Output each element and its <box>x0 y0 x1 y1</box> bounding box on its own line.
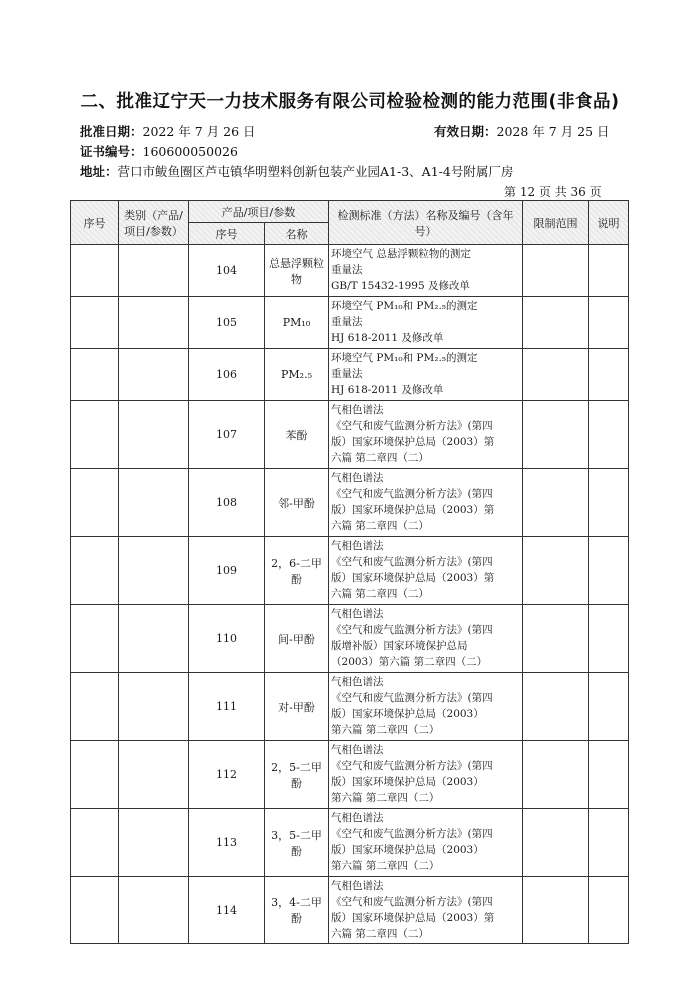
cell-standard <box>329 349 523 401</box>
cell-note <box>589 245 629 297</box>
table-row <box>71 877 629 944</box>
cell-limit <box>523 401 589 469</box>
address <box>80 162 513 180</box>
standard-line: 《空气和废气监测分析方法》(第四 <box>331 488 493 500</box>
table-row <box>71 605 629 673</box>
cell-category <box>119 401 189 469</box>
approval-date-value: 2022 年 7 月 26 日 <box>142 124 256 139</box>
standard-line: （2003）第六篇 第二章四（二） <box>331 656 488 668</box>
cell-category <box>119 537 189 605</box>
cell-note <box>589 349 629 401</box>
certificate-value: 160600050026 <box>142 144 238 159</box>
standard-line: 版）国家环境保护总局（2003） <box>331 776 484 788</box>
cell-item-number: 108 <box>189 469 265 537</box>
cell-category <box>119 605 189 673</box>
cell-category <box>119 297 189 349</box>
cell-seq <box>71 401 119 469</box>
cell-limit <box>523 245 589 297</box>
standard-line: 版增补版）国家环境保护总局 <box>331 640 468 652</box>
cell-note <box>589 741 629 809</box>
standard-line: 《空气和废气监测分析方法》(第四 <box>331 828 493 840</box>
cell-seq <box>71 469 119 537</box>
cell-category <box>119 469 189 537</box>
header-category: 类别（产品/项目/参数） <box>119 201 189 245</box>
cell-standard <box>329 673 523 741</box>
standard-line: 气相色谱法 <box>331 608 384 620</box>
header-standard: 检测标准（方法）名称及编号（含年号） <box>329 201 523 245</box>
standard-line: 版）国家环境保护总局（2003）第 <box>331 504 495 516</box>
valid-date <box>434 122 610 140</box>
standard-line: 气相色谱法 <box>331 540 384 552</box>
cell-seq <box>71 605 119 673</box>
cell-limit <box>523 809 589 877</box>
standard-line: 气相色谱法 <box>331 880 384 892</box>
cell-standard <box>329 741 523 809</box>
cell-standard <box>329 469 523 537</box>
cell-standard <box>329 297 523 349</box>
standard-line: 气相色谱法 <box>331 812 384 824</box>
standard-line: 《空气和废气监测分析方法》(第四 <box>331 896 493 908</box>
cell-item-number: 104 <box>189 245 265 297</box>
cell-seq <box>71 537 119 605</box>
cell-item-number: 112 <box>189 741 265 809</box>
cell-note <box>589 605 629 673</box>
cell-standard <box>329 605 523 673</box>
address-label: 地址： <box>80 164 118 179</box>
page-number: 第 12 页 共 36 页 <box>504 185 602 199</box>
standard-line: 第六篇 第二章四（二） <box>331 792 440 804</box>
cell-limit <box>523 605 589 673</box>
cell-limit <box>523 537 589 605</box>
standard-line: 版）国家环境保护总局（2003）第 <box>331 572 495 584</box>
approval-date <box>80 122 256 140</box>
standard-line: 重量法 <box>331 316 363 328</box>
cell-seq <box>71 245 119 297</box>
cell-item-number: 110 <box>189 605 265 673</box>
header-limit: 限制范围 <box>523 201 589 245</box>
standard-line: 《空气和废气监测分析方法》(第四 <box>331 420 493 432</box>
cell-standard <box>329 809 523 877</box>
cell-standard <box>329 537 523 605</box>
cell-category <box>119 877 189 944</box>
cell-note <box>589 469 629 537</box>
standard-line: HJ 618-2011 及修改单 <box>331 384 444 396</box>
standard-line: 第六篇 第二章四（二） <box>331 860 440 872</box>
table-row <box>71 537 629 605</box>
cell-item-name: 2，5-二甲酚 <box>265 741 329 809</box>
valid-date-value: 2028 年 7 月 25 日 <box>496 124 610 139</box>
cell-note <box>589 297 629 349</box>
cell-standard <box>329 877 523 944</box>
certificate-number <box>80 142 238 160</box>
header-sub-seq: 序号 <box>189 223 265 245</box>
standard-line: 气相色谱法 <box>331 676 384 688</box>
table-row <box>71 673 629 741</box>
table-row <box>71 297 629 349</box>
table-row <box>71 809 629 877</box>
standard-line: 《空气和废气监测分析方法》(第四 <box>331 624 493 636</box>
standard-line: 版）国家环境保护总局（2003）第 <box>331 912 495 924</box>
cell-seq <box>71 877 119 944</box>
cell-item-number: 106 <box>189 349 265 401</box>
standard-line: 六篇 第二章四（二） <box>331 928 429 940</box>
cell-limit <box>523 349 589 401</box>
standard-line: 环境空气 总悬浮颗粒物的测定 <box>331 248 471 260</box>
cell-note <box>589 809 629 877</box>
standard-line: 版）国家环境保护总局（2003） <box>331 844 484 856</box>
standard-line: 《空气和废气监测分析方法》(第四 <box>331 556 493 568</box>
standard-line: 气相色谱法 <box>331 472 384 484</box>
cell-item-number: 109 <box>189 537 265 605</box>
cell-seq <box>71 673 119 741</box>
cell-seq <box>71 741 119 809</box>
cell-item-number: 113 <box>189 809 265 877</box>
header-name: 名称 <box>265 223 329 245</box>
cell-note <box>589 401 629 469</box>
header-note: 说明 <box>589 201 629 245</box>
standard-line: 环境空气 PM₁₀和 PM₂.₅的测定 <box>331 300 478 312</box>
standard-line: 环境空气 PM₁₀和 PM₂.₅的测定 <box>331 352 478 364</box>
address-value: 营口市鲅鱼圈区芦屯镇华明塑料创新包装产业园A1-3、A1-4号附属厂房 <box>117 164 514 179</box>
standard-line: 气相色谱法 <box>331 744 384 756</box>
standard-line: 《空气和废气监测分析方法》(第四 <box>331 692 493 704</box>
cell-limit <box>523 877 589 944</box>
standard-line: 重量法 <box>331 264 363 276</box>
table-row <box>71 401 629 469</box>
cell-seq <box>71 297 119 349</box>
cell-category <box>119 741 189 809</box>
cell-item-number: 114 <box>189 877 265 944</box>
cell-item-name: 邻-甲酚 <box>265 469 329 537</box>
cell-limit <box>523 673 589 741</box>
standard-line: GB/T 15432-1995 及修改单 <box>331 280 471 292</box>
cell-seq <box>71 349 119 401</box>
header-product-group: 产品/项目/参数 <box>189 201 329 223</box>
cell-seq <box>71 809 119 877</box>
table-row <box>71 469 629 537</box>
standard-line: 《空气和废气监测分析方法》(第四 <box>331 760 493 772</box>
cell-note <box>589 537 629 605</box>
cell-item-name: PM₂.₅ <box>265 349 329 401</box>
cell-item-name: 3，4-二甲酚 <box>265 877 329 944</box>
cell-standard <box>329 245 523 297</box>
valid-date-label: 有效日期： <box>434 124 497 139</box>
standard-line: 六篇 第二章四（二） <box>331 588 429 600</box>
cell-item-number: 111 <box>189 673 265 741</box>
certificate-label: 证书编号： <box>80 144 143 159</box>
cell-item-number: 105 <box>189 297 265 349</box>
cell-note <box>589 673 629 741</box>
standard-line: 第六篇 第二章四（二） <box>331 724 440 736</box>
cell-category <box>119 673 189 741</box>
table-row <box>71 349 629 401</box>
page-title: 二、批准辽宁天一力技术服务有限公司检验检测的能力范围(非食品) <box>80 92 620 112</box>
standard-line: 重量法 <box>331 368 363 380</box>
cell-category <box>119 245 189 297</box>
standard-line: HJ 618-2011 及修改单 <box>331 332 444 344</box>
table-row <box>71 741 629 809</box>
cell-note <box>589 877 629 944</box>
cell-item-name: 对-甲酚 <box>265 673 329 741</box>
cell-item-name: 间-甲酚 <box>265 605 329 673</box>
cell-limit <box>523 297 589 349</box>
standard-line: 版）国家环境保护总局（2003） <box>331 708 484 720</box>
cell-item-name: 3，5-二甲酚 <box>265 809 329 877</box>
cell-standard <box>329 401 523 469</box>
cell-item-name: 总悬浮颗粒物 <box>265 245 329 297</box>
standard-line: 六篇 第二章四（二） <box>331 452 429 464</box>
table-body <box>71 245 629 944</box>
cell-category <box>119 809 189 877</box>
cell-item-name: PM₁₀ <box>265 297 329 349</box>
cell-limit <box>523 741 589 809</box>
header-seq: 序号 <box>71 201 119 245</box>
cell-limit <box>523 469 589 537</box>
cell-item-name: 2，6-二甲酚 <box>265 537 329 605</box>
table-row <box>71 245 629 297</box>
cell-category <box>119 349 189 401</box>
cell-item-name: 苯酚 <box>265 401 329 469</box>
capability-table <box>70 200 629 944</box>
approval-date-label: 批准日期： <box>80 124 143 139</box>
standard-line: 版）国家环境保护总局（2003）第 <box>331 436 495 448</box>
standard-line: 气相色谱法 <box>331 404 384 416</box>
standard-line: 六篇 第二章四（二） <box>331 520 429 532</box>
cell-item-number: 107 <box>189 401 265 469</box>
